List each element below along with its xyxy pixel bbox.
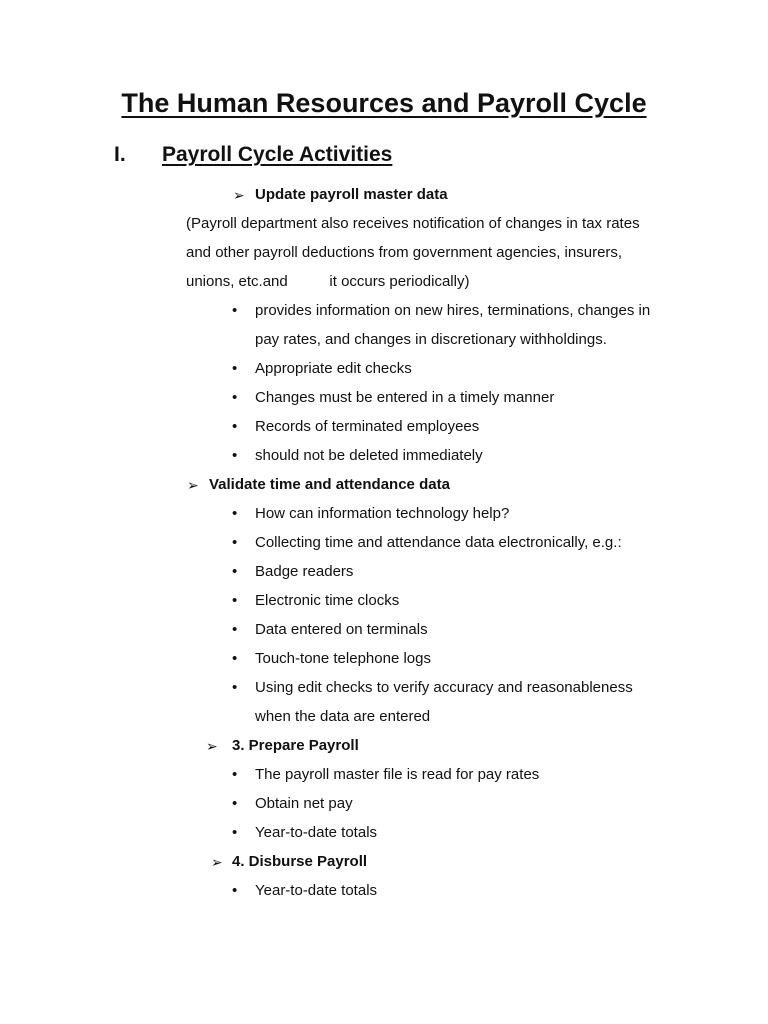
step1-heading: Update payroll master data [255, 186, 448, 203]
bullet-icon: • [232, 534, 238, 551]
step3-bullet-text: Obtain net pay [255, 795, 353, 812]
bullet-icon: • [232, 679, 238, 696]
step2-bullet-text: How can information technology help? [255, 505, 510, 522]
step1-paragraph-line: (Payroll department also receives notification of changes in tax rates [186, 215, 640, 232]
step1-paragraph-line: and other payroll deductions from government agencies, insurers, [186, 244, 623, 261]
bullet-icon: • [232, 563, 238, 580]
section-number: I. [114, 143, 126, 166]
bullet-icon: • [232, 824, 238, 841]
step1-bullet-text: Records of terminated employees [255, 418, 480, 435]
step2-bullet-text: Badge readers [255, 563, 354, 580]
step1-bullet-text: provides information on new hires, terminations, changes in [255, 302, 651, 319]
step4-bullet-text: Year-to-date totals [255, 882, 378, 899]
arrow-bullet-icon: ➢ [233, 187, 245, 203]
bullet-icon: • [232, 360, 238, 377]
step3-bullet-text: The payroll master file is read for pay rates [255, 766, 540, 783]
bullet-icon: • [232, 592, 238, 609]
bullet-icon: • [232, 795, 238, 812]
document-title: The Human Resources and Payroll Cycle [121, 88, 647, 118]
bullet-icon: • [232, 389, 238, 406]
step1-bullet-text: should not be deleted immediately [255, 447, 483, 464]
step1-paragraph-line: unions, etc.and it occurs periodically) [186, 273, 470, 290]
bullet-icon: • [232, 418, 238, 435]
bullet-icon: • [232, 447, 238, 464]
bullet-icon: • [232, 505, 238, 522]
step3-heading: 3. Prepare Payroll [232, 737, 359, 754]
bullet-icon: • [232, 766, 238, 783]
arrow-bullet-icon: ➢ [187, 477, 199, 493]
bullet-icon: • [232, 302, 238, 319]
step2-bullet-text: Electronic time clocks [255, 592, 400, 609]
step1-bullet-text: Appropriate edit checks [255, 360, 412, 377]
step2-bullet-text: when the data are entered [255, 708, 431, 725]
step2-bullet-text: Collecting time and attendance data electronically, e.g.: [255, 534, 622, 551]
step2-bullet-text: Data entered on terminals [255, 621, 428, 638]
step4-heading: 4. Disburse Payroll [232, 853, 368, 870]
step1-bullet-text: Changes must be entered in a timely manner [255, 389, 555, 406]
step1-bullet-text: pay rates, and changes in discretionary withholdings. [255, 331, 607, 348]
bullet-icon: • [232, 621, 238, 638]
step2-heading: Validate time and attendance data [209, 476, 450, 493]
bullet-icon: • [232, 882, 238, 899]
step2-bullet-text: Touch-tone telephone logs [255, 650, 431, 667]
bullet-icon: • [232, 650, 238, 667]
section-title: Payroll Cycle Activities [162, 143, 393, 166]
arrow-bullet-icon: ➢ [211, 854, 223, 870]
step3-bullet-text: Year-to-date totals [255, 824, 378, 841]
arrow-bullet-icon: ➢ [206, 738, 218, 754]
step2-bullet-text: Using edit checks to verify accuracy and reasonableness [255, 679, 633, 696]
